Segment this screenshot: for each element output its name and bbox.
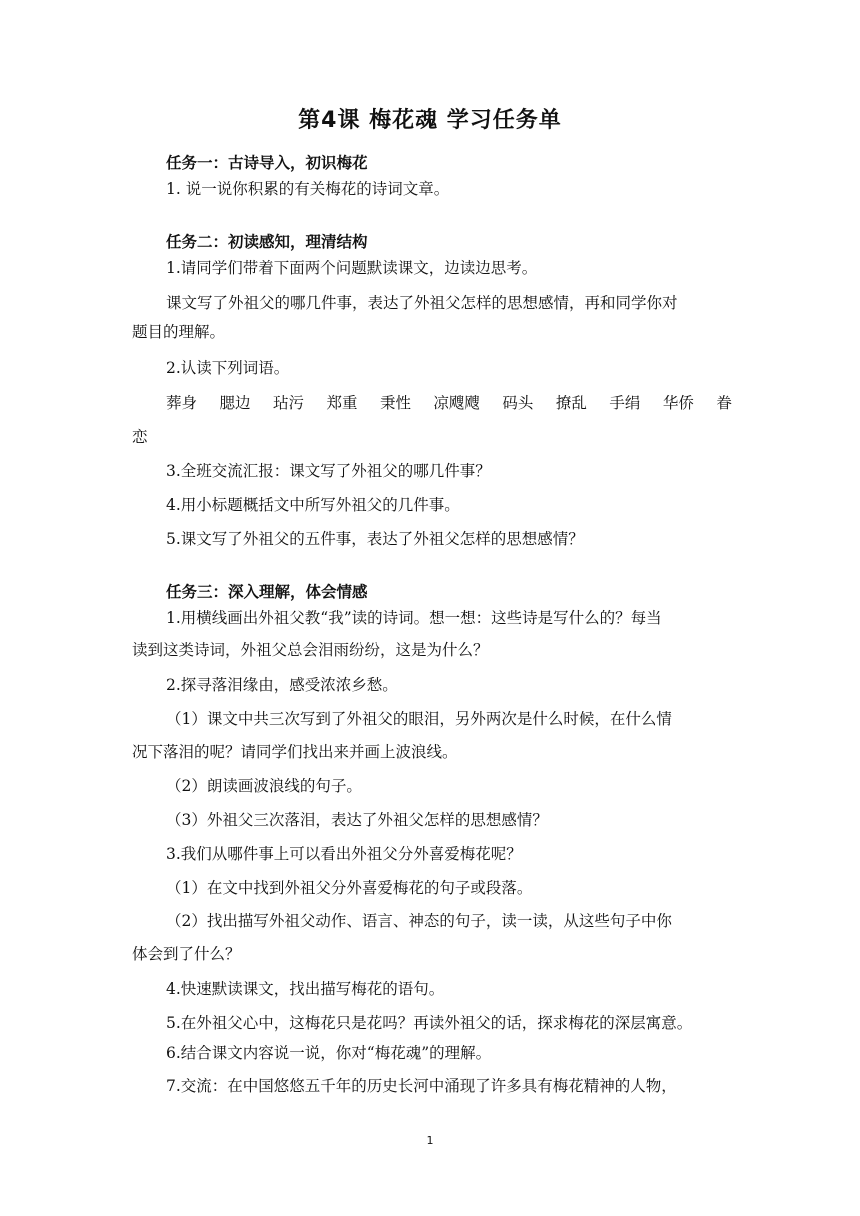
vocab-word: 手绢	[609, 394, 641, 412]
task3-question-3-1: （1）在文中找到外祖父分外喜爱梅花的句子或段落。	[166, 879, 533, 897]
task3-question-2-3: （3）外祖父三次落泪，表达了外祖父怎样的思想感情？	[166, 811, 548, 829]
task2-question-1-detail-cont: 题目的理解。	[132, 323, 226, 341]
vocab-word: 秉性	[379, 394, 411, 412]
task1-question-1: 1. 说一说你积累的有关梅花的诗词文章。	[166, 180, 450, 198]
task3-question-6: 6.结合课文内容说一说，你对“梅花魂”的理解。	[166, 1044, 492, 1062]
task3-question-3: 3.我们从哪件事上可以看出外祖父分外喜爱梅花呢？	[166, 845, 522, 863]
vocabulary-list	[166, 393, 732, 413]
task3-question-4: 4.快速默读课文，找出描写梅花的语句。	[166, 980, 445, 998]
task3-question-3-2: （2）找出描写外祖父动作、语言、神态的句子，读一读，从这些句子中你	[166, 912, 672, 930]
task3-question-5: 5.在外祖父心中，这梅花只是花吗？再读外祖父的话，探求梅花的深层寓意。	[166, 1014, 693, 1032]
vocab-word: 玷污	[272, 394, 304, 412]
task3-heading: 任务三：深入理解，体会情感	[166, 583, 368, 601]
task2-heading: 任务二：初读感知，理清结构	[166, 233, 368, 251]
task3-question-7: 7.交流：在中国悠悠五千年的历史长河中涌现了许多具有梅花精神的人物，	[166, 1077, 677, 1095]
task2-question-2: 2.认读下列词语。	[166, 359, 290, 377]
vocab-word: 眷	[716, 394, 732, 412]
task3-question-2-1: （1）课文中共三次写到了外祖父的眼泪，另外两次是什么时候，在什么情	[166, 710, 672, 728]
task2-question-1-detail: 课文写了外祖父的哪几件事，表达了外祖父怎样的思想感情，再和同学你对	[166, 294, 678, 312]
task3-question-1: 1.用横线画出外祖父教“我”读的诗词。想一想：这些诗是写什么的？每当	[166, 609, 662, 627]
task2-question-3: 3.全班交流汇报：课文写了外祖父的哪几件事？	[166, 462, 491, 480]
task2-question-4: 4.用小标题概括文中所写外祖父的几件事。	[166, 496, 460, 514]
task2-question-1: 1.请同学们带着下面两个问题默读课文，边读边思考。	[166, 259, 538, 277]
vocab-word: 腮边	[219, 394, 251, 412]
page-title: 第4课 梅花魂 学习任务单	[298, 108, 562, 133]
task3-question-2: 2.探寻落泪缘由，感受浓浓乡愁。	[166, 676, 398, 694]
vocab-word: 华侨	[662, 394, 694, 412]
vocab-word-wrap: 恋	[132, 428, 148, 446]
page-number: 1	[426, 1134, 434, 1147]
task3-question-1-cont: 读到这类诗词，外祖父总会泪雨纷纷，这是为什么？	[132, 641, 489, 659]
vocab-word: 郑重	[326, 394, 358, 412]
vocab-word: 撩乱	[555, 394, 587, 412]
task3-question-2-2: （2）朗读画波浪线的句子。	[166, 777, 362, 795]
vocab-word: 葬身	[166, 394, 198, 412]
vocab-word: 凉飕飕	[433, 394, 480, 412]
task1-heading: 任务一：古诗导入，初识梅花	[166, 154, 368, 172]
task2-question-5: 5.课文写了外祖父的五件事，表达了外祖父怎样的思想感情？	[166, 530, 584, 548]
vocab-word: 码头	[502, 394, 534, 412]
task3-question-3-2-cont: 体会到了什么？	[132, 945, 241, 963]
task3-question-2-1-cont: 况下落泪的呢？请同学们找出来并画上波浪线。	[132, 743, 458, 761]
